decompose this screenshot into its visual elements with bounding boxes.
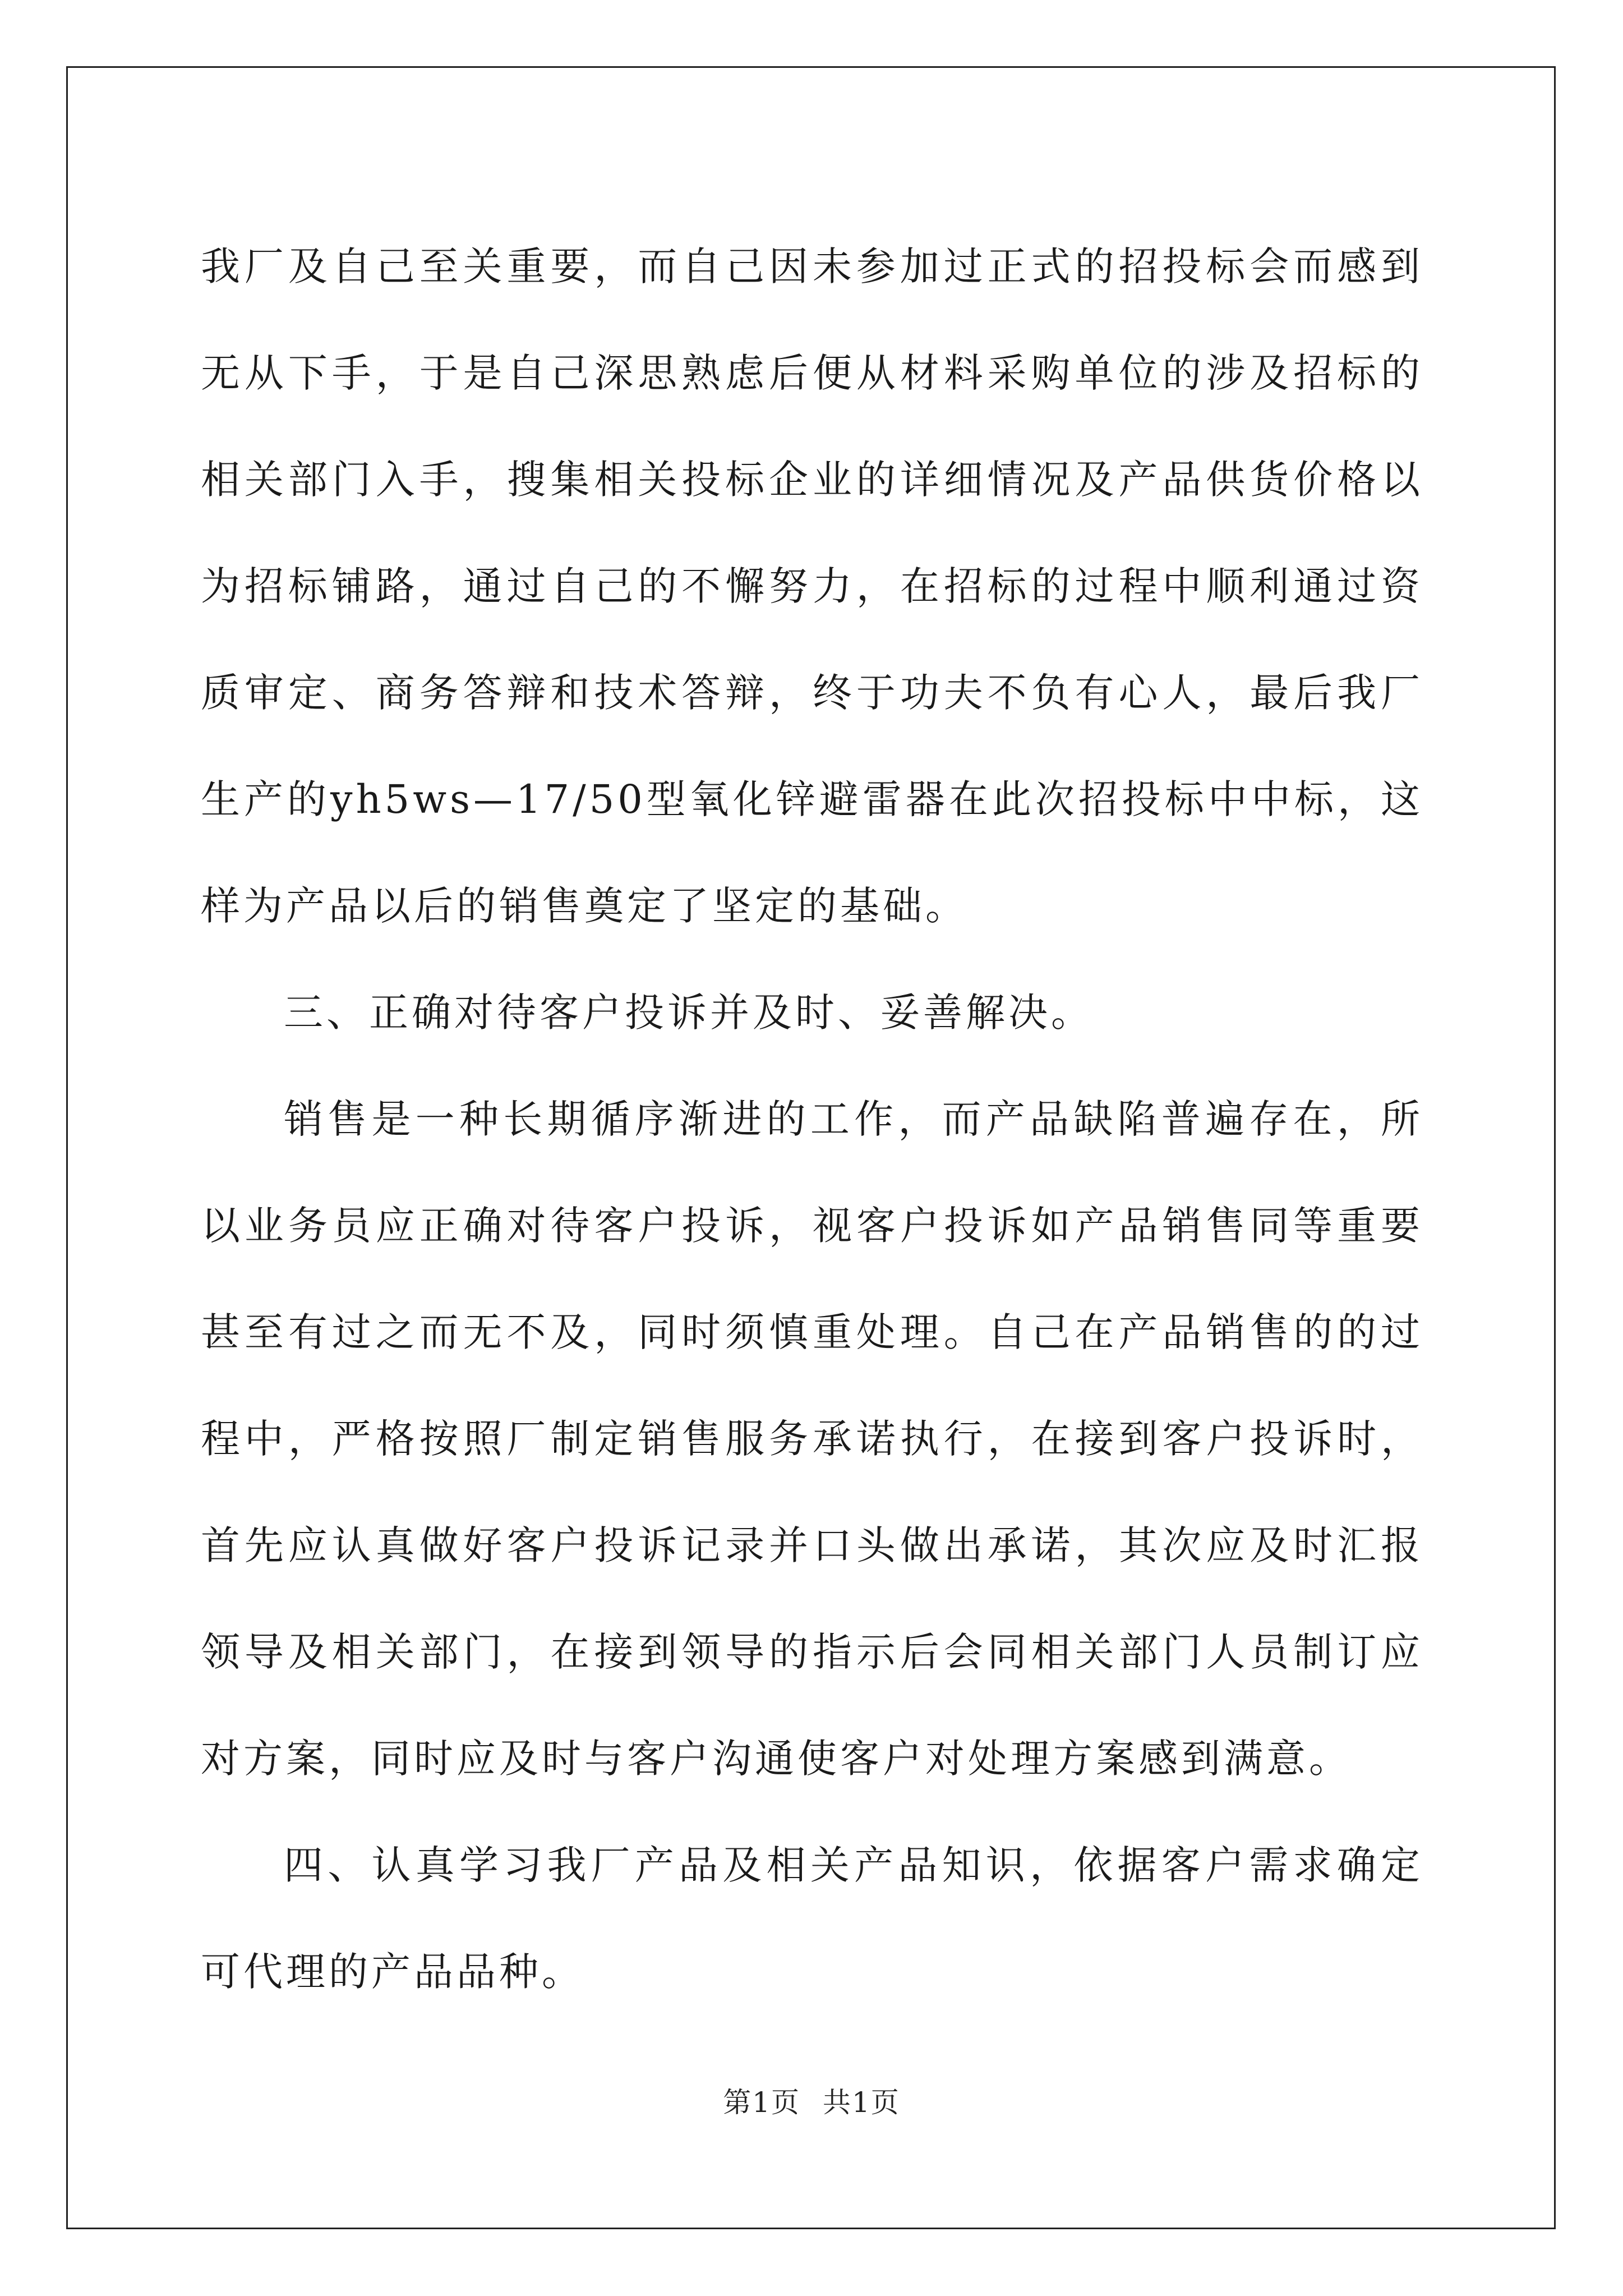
- section-heading-4: 四、认真学习我厂产品及相关产品知识，依据客户需求确定可代理的产品品种。: [201, 1842, 1423, 1995]
- page-number: 第1页: [723, 2086, 800, 2119]
- page-footer: [0, 2086, 1623, 2119]
- page-total: 共1页: [823, 2086, 900, 2119]
- section-heading-3: 三、正确对待客户投诉并及时、妥善解决。: [284, 990, 1094, 1036]
- paragraph-continuation: 我厂及自己至关重要，而自己因未参加过正式的招投标会而感到无从下手，于是自己深思熟虑后便从材料采购单位的涉及招标的相关部门入手，搜集相关投标企业的详细情况及产品供货价格以为招标铺路，通过自己的不懈努力，在招标的过程中顺利通过资质审定、商务答辩和技术答辩，终于功夫不负有心人，最后我厂生产的yh5ws—17/50型氧化锌避雷器在此次招投标中中标，这样为产品以后的销售奠定了坚定的基础。: [201, 243, 1423, 929]
- document-body: [201, 213, 1423, 2025]
- paragraph-complaints: 销售是一种长期循序渐进的工作，而产品缺陷普遍存在，所以业务员应正确对待客户投诉，视客户投诉如产品销售同等重要甚至有过之而无不及，同时须慎重处理。自己在产品销售的的过程中，严格按照厂制定销售服务承诺执行，在接到客户投诉时，首先应认真做好客户投诉记录并口头做出承诺，其次应及时汇报领导及相关部门，在接到领导的指示后会同相关部门人员制订应对方案，同时应及时与客户沟通使客户对处理方案感到满意。: [201, 1096, 1423, 1782]
